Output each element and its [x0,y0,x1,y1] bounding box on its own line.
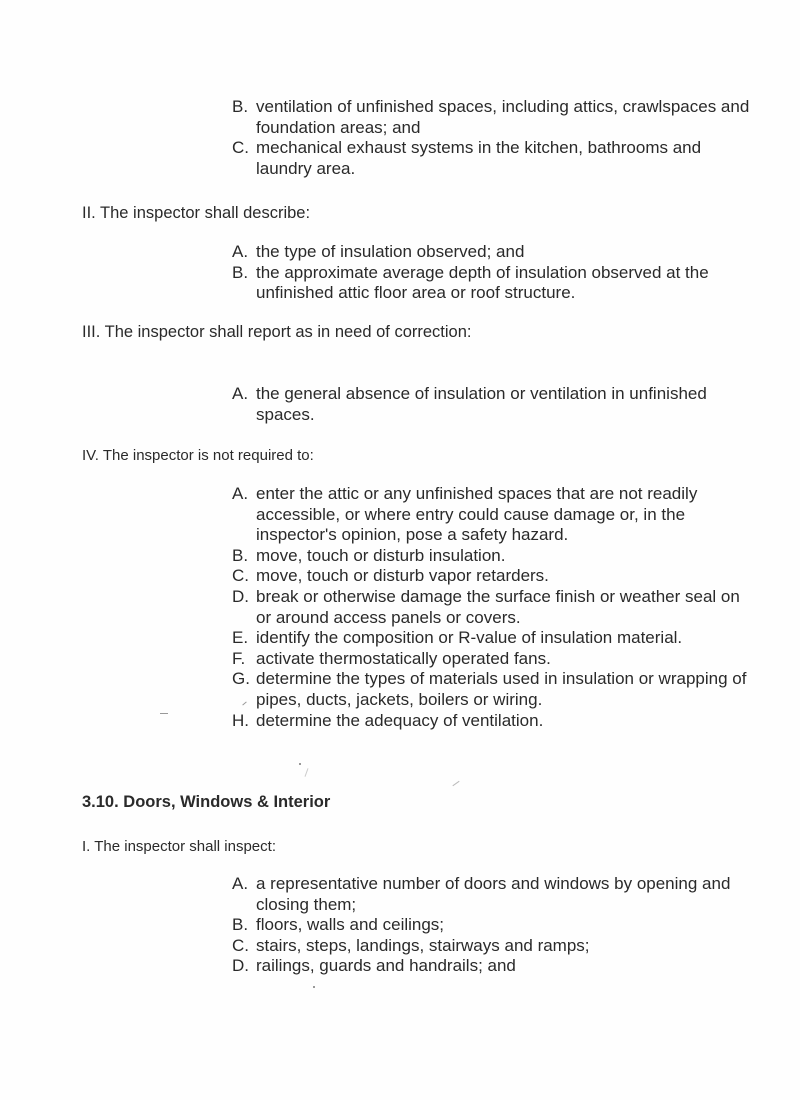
list-item [232,546,752,567]
list-item-letter: B. [232,545,249,565]
list-item-text: railings, guards and handrails; and [256,956,516,976]
list-item-text: break or otherwise damage the surface finish or weather seal on or around access panels or covers. [256,586,740,627]
scan-speck [299,763,301,765]
section-title-doors-windows-interior: 3.10. Doors, Windows & Interior [82,793,331,811]
ventilation-list [232,97,752,179]
list-item [232,711,752,732]
list-item [232,97,752,138]
list-item-letter: D. [232,586,249,606]
list-item [232,936,752,957]
list-item-text: determine the adequacy of ventilation. [256,710,544,730]
list-item-letter: H. [232,710,249,730]
shall-inspect-list [232,874,752,977]
list-item-letter: A. [232,242,249,261]
list-item [232,649,752,670]
list-item-letter: B. [232,915,249,935]
list-item [232,138,752,179]
list-item-letter: A. [232,484,249,503]
list-item [232,566,752,587]
list-item [232,915,752,936]
list-item-text: the type of insulation observed; and [256,242,525,261]
section-heading-shall-inspect: I. The inspector shall inspect: [82,838,276,855]
list-item [232,874,752,915]
list-item-text: stairs, steps, landings, stairways and ramps; [256,935,590,955]
list-item-letter: C. [232,138,249,158]
list-item-text: ventilation of unfinished spaces, including attics, crawlspaces and foundation areas; and [256,97,750,137]
section-heading-not-required: IV. The inspector is not required to: [82,447,314,464]
list-item-letter: C. [232,566,249,586]
scan-speck [304,768,308,777]
list-item-letter: G. [232,669,250,689]
list-item [232,484,752,546]
list-item [232,628,752,649]
list-item-letter: B. [232,97,249,116]
list-item-text: floors, walls and ceilings; [256,915,445,935]
list-item [232,242,752,263]
scan-speck [160,713,168,714]
section-heading-correction: III. The inspector shall report as in need of correction: [82,323,472,341]
scan-speck [452,781,459,786]
list-item-letter: E. [232,628,249,648]
list-item-text: the general absence of insulation or ventilation in unfinished spaces. [256,384,707,424]
list-item-text: move, touch or disturb insulation. [256,545,506,565]
list-item [232,384,752,425]
list-item-text: move, touch or disturb vapor retarders. [256,566,549,586]
list-item-text: a representative number of doors and windows by opening and closing them; [256,874,731,914]
list-item-letter: A. [232,384,249,403]
list-item-letter: A. [232,874,249,893]
list-item-text: activate thermostatically operated fans. [256,648,551,668]
not-required-list [232,484,752,731]
section-heading-describe: II. The inspector shall describe: [82,204,311,222]
list-item-letter: F. [232,648,246,668]
list-item [232,956,752,977]
list-item-text: the approximate average depth of insulation observed at the unfinished attic floor area or roof structure. [256,262,709,303]
list-item-letter: B. [232,262,249,282]
list-item-text: enter the attic or any unfinished spaces that are not readily accessible, or where entry could cause damage or, in the inspector's opinion, pose a safety hazard. [256,484,698,545]
list-item-letter: D. [232,956,249,976]
list-item [232,263,752,304]
list-item-letter: C. [232,935,249,955]
list-item-text: mechanical exhaust systems in the kitchen, bathrooms and laundry area. [256,138,702,178]
describe-list [232,242,752,304]
correction-list [232,384,752,425]
list-item [232,669,752,710]
list-item-text: identify the composition or R-value of insulation material. [256,628,683,648]
scan-speck [313,986,315,988]
list-item-text: determine the types of materials used in insulation or wrapping of pipes, ducts, jackets, boilers or wiring. [256,669,747,709]
list-item [232,587,752,628]
